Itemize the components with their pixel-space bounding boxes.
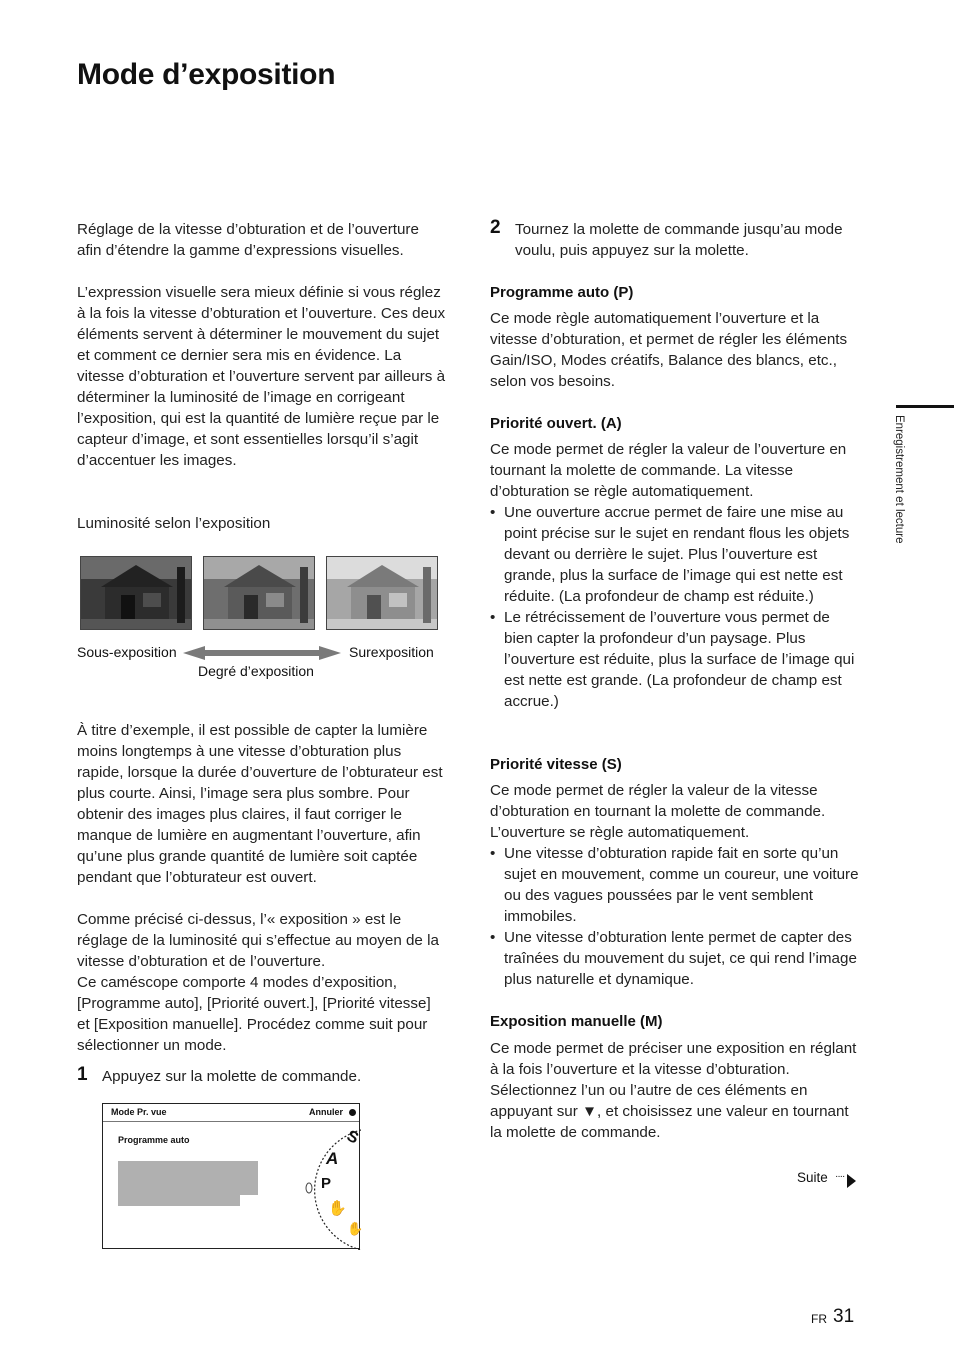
continue-arrow-icon <box>847 1174 856 1188</box>
continue-label: Suite <box>797 1170 828 1185</box>
shutter-priority-list <box>490 843 862 990</box>
dial-mode-a: A <box>326 1149 339 1168</box>
cancel-dot-icon <box>349 1109 356 1116</box>
screen-title: Mode Pr. vue <box>111 1107 167 1117</box>
step-2-text: Tournez la molette de commande jusqu’au mode voulu, puis appuyez sur la molette. <box>515 221 843 259</box>
manual-exposure-text: Ce mode permet de préciser une exposition en réglant à la fois l’ouverture et la vitesse d’obturation. Sélectionnez l’un ou l’autre de ces éléments en appuyant sur ▼, et choisissez une valeur en tournant la molette de commande. <box>490 1040 857 1141</box>
aperture-priority-list <box>490 502 862 712</box>
modes-paragraph: Ce caméscope comporte 4 modes d’exposition, [Programme auto], [Priorité ouvert.], [Priorité vitesse] et [Exposition manuelle]. Procédez comme suit pour sélectionner un mode. <box>77 974 431 1054</box>
program-auto-heading: Programme auto (P) <box>490 284 634 301</box>
camera-menu-screen <box>102 1103 364 1249</box>
exposure-degree-label: Degré d’exposition <box>198 663 314 679</box>
aperture-priority-heading: Priorité ouvert. (A) <box>490 415 622 432</box>
side-tab-marker <box>896 405 954 408</box>
step-1-text: Appuyez sur la molette de commande. <box>102 1068 362 1085</box>
definition-paragraph: Comme précisé ci-dessus, l’« exposition » est le réglage de la luminosité qui s’effectue au moyen de la vitesse d’obturation et de l’ouverture. <box>77 911 439 970</box>
exposure-explanation: L’expression visuelle sera mieux définie si vous réglez à la fois la vitesse d’obturation et l’ouverture. Ces deux éléments servent à déterminer le mouvement du sujet et comment ce dernier sera mis en évidence. La vitesse d’obturation et l’ouverture servent par ailleurs à déterminer la luminosité de l’image en corrigeant l’exposition, qui est la quantité de lumière reçue par le capteur d’image, et sont essentielles lorsqu’il s’agit d’accentuer les images. <box>77 284 446 469</box>
screen-info-box <box>118 1161 258 1195</box>
under-exposure-label: Sous-exposition <box>77 644 177 660</box>
side-tab-label: Enregistrement et lecture <box>893 415 905 544</box>
dial-mode-s: S <box>344 1127 361 1148</box>
screen-mode-label: Programme auto <box>118 1135 190 1145</box>
page-title: Mode d’exposition <box>77 58 336 91</box>
shutter-priority-text: Ce mode permet de régler la valeur de la vitesse d’obturation en tournant la molette de commande. L’ouverture se règle automatiquement. <box>490 782 826 841</box>
list-item: • Une vitesse d’obturation rapide fait en sorte qu’un sujet en mouvement, comme un coureur, une voiture ou des vagues poussées par le vent semblent immobiles. <box>490 843 862 927</box>
continue-dots-icon: ···· <box>835 1171 845 1182</box>
manual-exposure-heading: Exposition manuelle (M) <box>490 1013 663 1030</box>
over-exposure-label: Surexposition <box>349 644 434 660</box>
dial-hand-icon: ✋ <box>328 1200 347 1217</box>
program-auto-text: Ce mode règle automatiquement l’ouverture et la vitesse d’obturation, et permet de régler les éléments Gain/ISO, Modes créatifs, Balance des blancs, etc., selon vos besoins. <box>490 310 848 390</box>
step-2-number: 2 <box>490 217 501 238</box>
figure-title: Luminosité selon l’exposition <box>77 515 271 532</box>
underexposed-photo <box>80 556 192 630</box>
page-language: FR <box>811 1312 827 1326</box>
dial-mode-p: P <box>321 1175 332 1192</box>
list-item: • Une ouverture accrue permet de faire une mise au point précise sur le sujet en rendant flous les objets devant ou derrière le sujet. Plus l’ouverture est grande, plus la surface de l’image qui est nette est réduite. (La profondeur de champ est réduite.) <box>490 502 862 607</box>
normal-exposure-photo <box>203 556 315 630</box>
example-paragraph: À titre d’exemple, il est possible de capter la lumière moins longtemps à une vitesse d’obturation plus rapide, lorsque la durée d’ouverture de l’obturateur est plus courte. Ainsi, l’image sera plus sombre. Pour obtenir des images plus claires, il faut corriger le manque de lumière en augmentant l’ouverture, afin qu’une plus grande quantité de lumière soit captée pendant que l’obturateur est ouvert. <box>77 722 443 886</box>
list-item: • Le rétrécissement de l’ouverture vous permet de bien capter la profondeur d’un paysage. Plus l’ouverture est réduite, plus la surface de l’image qui est nette est grande. (La profondeur de champ est accrue.) <box>490 607 862 712</box>
aperture-priority-text: Ce mode permet de régler la valeur de l’ouverture en tournant la molette de commande. La vitesse d’obturation se règle automatiquement. <box>490 441 847 500</box>
dial-scene-icon: ✋ <box>347 1221 364 1236</box>
exposure-arrow-icon <box>183 645 341 661</box>
intro-paragraph: Réglage de la vitesse d’obturation et de l’ouverture afin d’étendre la gamme d’expressions visuelles. <box>77 221 419 259</box>
list-item: • Une vitesse d’obturation lente permet de capter des traînées du mouvement du sujet, ce qui rend l’image plus naturelle et dynamique. <box>490 927 862 990</box>
screen-cancel: Annuler <box>309 1107 344 1117</box>
page-number: 31 <box>833 1306 855 1327</box>
overexposed-photo <box>326 556 438 630</box>
shutter-priority-heading: Priorité vitesse (S) <box>490 756 622 773</box>
screen-info-box-tail <box>118 1195 240 1206</box>
step-1-number: 1 <box>77 1064 88 1085</box>
